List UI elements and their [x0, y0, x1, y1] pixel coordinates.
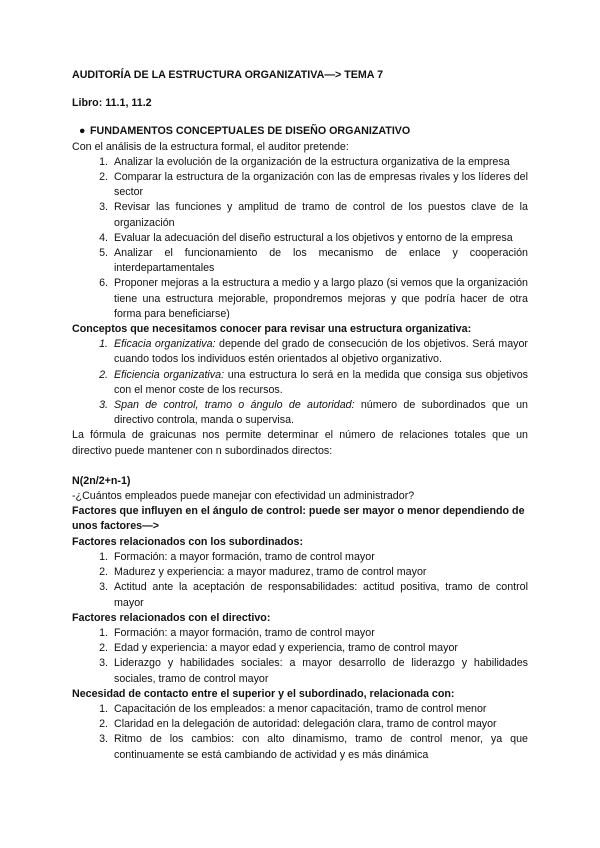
bullet-icon: ●: [79, 125, 86, 138]
list-item: 1. Capacitación de los empleados: a menor capacitación, tramo de control menor: [99, 702, 487, 715]
list-item: 2. Edad y experiencia: a mayor edad y experiencia, tramo de control mayor: [99, 642, 458, 655]
intro-text: Con el análisis de la estructura formal, el auditor pretende:: [72, 140, 349, 153]
section-heading-text: FUNDAMENTOS CONCEPTUALES DE DISEÑO ORGANIZATIVO: [90, 125, 411, 138]
manager-list: [72, 626, 528, 687]
list-item: 3. Span de control, tramo o ángulo de autoridad: número de subordinados que un directivo controla, manda o supervisa.: [99, 399, 528, 427]
list-item: 2. Comparar la estructura de la organización con las de empresas rivales y los líderes del sector: [99, 171, 528, 199]
factors-heading: Factores que influyen en el ángulo de control: puede ser mayor o menor dependiendo de unos factores—>: [72, 505, 525, 533]
list-item: 3. Ritmo de los cambios: con alto dinamismo, tramo de control menor, ya que continuamente se está cambiando de actividad y es más dinámica: [99, 733, 528, 761]
list-item: 1. Formación: a mayor formación, tramo de control mayor: [99, 626, 375, 639]
book-reference: Libro: 11.1, 11.2: [72, 97, 152, 110]
list-item: 1. Analizar la evolución de la organización de la estructura organizativa de la empresa: [99, 155, 510, 168]
list-item: 2. Claridad en la delegación de autoridad: delegación clara, tramo de control mayor: [99, 718, 497, 731]
list-item: 2. Eficiencia organizativa: una estructura lo será en la medida que consiga sus objetivos con el menor coste de los recursos.: [99, 368, 528, 396]
list-item: 2. Madurez y experiencia: a mayor madurez, tramo de control mayor: [99, 566, 427, 579]
manager-heading: Factores relacionados con el directivo:: [72, 611, 271, 624]
document-title: AUDITORÍA DE LA ESTRUCTURA ORGANIZATIVA—> TEMA 7: [72, 69, 384, 81]
graicunas-text: La fórmula de graicunas nos permite determinar el número de relaciones totales que un directivo puede mantener con n subordinados directos:: [72, 429, 528, 457]
list-item: 5. Analizar el funcionamiento de los mecanismo de enlace y cooperación interdepartamentales: [99, 247, 528, 275]
list-item: 6. Proponer mejoras a la estructura a medio y a largo plazo (si vemos que la organización tiene una estructura mejorable, propondremos mejoras y que podría hacer de otra forma para beneficiarse): [99, 277, 528, 320]
document-page: [72, 68, 528, 763]
spacer: [72, 459, 528, 474]
contact-list: [72, 702, 528, 763]
objectives-list: [72, 155, 528, 322]
subordinates-heading: Factores relacionados con los subordinados:: [72, 535, 304, 548]
formula: N(2n/2+n-1): [72, 474, 131, 487]
concepts-heading: Conceptos que necesitamos conocer para revisar una estructura organizativa:: [72, 323, 472, 336]
list-item: 3. Actitud ante la aceptación de responsabilidades: actitud positiva, tramo de control mayor: [99, 581, 528, 609]
contact-heading: Necesidad de contacto entre el superior y el subordinado, relacionada con:: [72, 687, 455, 700]
list-item: 3. Revisar las funciones y amplitud de tramo de control de los puestos clave de la organización: [99, 201, 528, 229]
list-item: 4. Evaluar la adecuación del diseño estructural a los objetivos y entorno de la empresa: [99, 231, 513, 244]
list-item: 1. Formación: a mayor formación, tramo de control mayor: [99, 550, 375, 563]
question-text: -¿Cuántos empleados puede manejar con efectividad un administrador?: [72, 490, 415, 503]
list-item: 3. Liderazgo y habilidades sociales: a mayor desarrollo de liderazgo y habilidades sociales, tramo de control mayor: [99, 657, 528, 685]
concepts-list: [72, 337, 528, 428]
list-item: 1. Eficacia organizativa: depende del grado de consecución de los objetivos. Será mayor cuando todos los individuos estén orientados al objetivo organizativo.: [99, 338, 528, 366]
section-heading: [72, 124, 528, 139]
subordinates-list: [72, 550, 528, 611]
